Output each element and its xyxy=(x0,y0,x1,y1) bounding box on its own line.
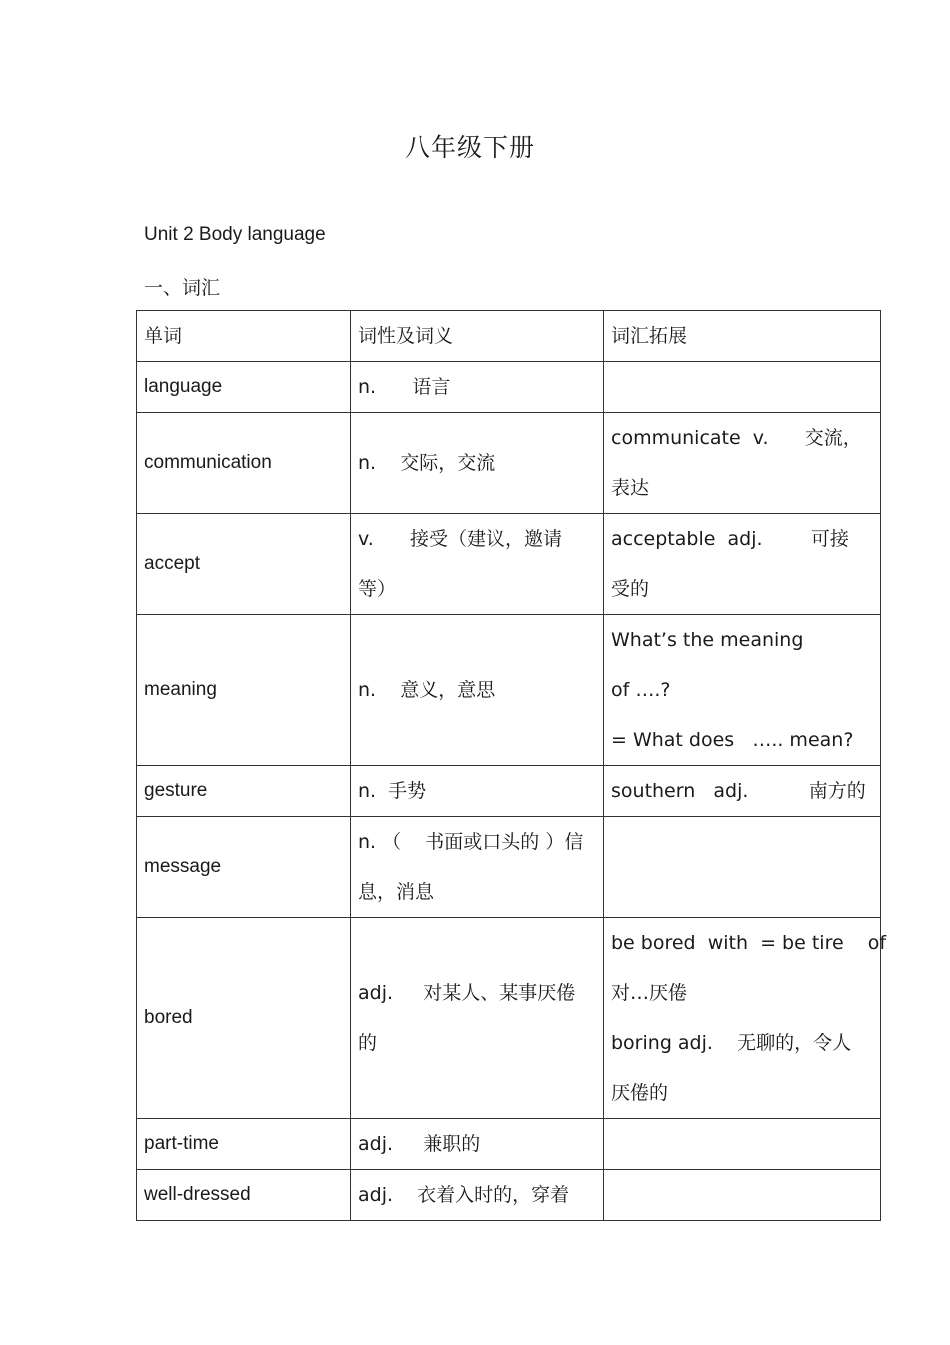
table-header-row xyxy=(137,311,881,362)
meaning-cell xyxy=(351,817,604,918)
expansion-cell xyxy=(604,514,881,615)
expansion-line: southern adj. 南方的 xyxy=(611,780,866,802)
word-cell: message xyxy=(137,817,351,918)
expansion-line: What’s the meaning xyxy=(611,629,804,651)
section-heading: 一、词汇 xyxy=(144,277,221,299)
table-row xyxy=(137,817,881,918)
meaning-line: n. 语言 xyxy=(358,376,451,398)
meaning-line: 息，消息 xyxy=(358,881,435,903)
expansion-line: 厌倦的 xyxy=(611,1082,669,1104)
expansion-cell xyxy=(604,362,881,413)
meaning-line: n. 交际，交流 xyxy=(358,452,496,474)
meaning-cell xyxy=(351,1119,604,1170)
page-title: 八年级下册 xyxy=(404,133,535,162)
column-header: 词汇拓展 xyxy=(604,311,881,362)
word-cell: accept xyxy=(137,514,351,615)
meaning-line: 等） xyxy=(358,578,397,600)
meaning-cell xyxy=(351,766,604,817)
column-header: 单词 xyxy=(137,311,351,362)
meaning-cell xyxy=(351,1170,604,1221)
meaning-cell xyxy=(351,362,604,413)
table-row xyxy=(137,918,881,1119)
expansion-line: 表达 xyxy=(611,477,650,499)
expansion-line: boring adj. 无聊的，令人 xyxy=(611,1032,852,1054)
meaning-line: adj. 兼职的 xyxy=(358,1133,481,1155)
vocabulary-table-body xyxy=(137,311,887,1221)
expansion-cell xyxy=(604,615,881,766)
meaning-cell xyxy=(351,615,604,766)
expansion-line: of ….? xyxy=(611,679,671,701)
word-cell: well-dressed xyxy=(137,1170,351,1221)
word-cell: gesture xyxy=(137,766,351,817)
expansion-cell xyxy=(604,413,881,514)
table-row xyxy=(137,413,881,514)
word-cell: part-time xyxy=(137,1119,351,1170)
table-row xyxy=(137,615,881,766)
expansion-cell xyxy=(604,1119,881,1170)
meaning-cell xyxy=(351,413,604,514)
meaning-line: adj. 衣着入时的，穿着 xyxy=(358,1184,570,1206)
word-cell: language xyxy=(137,362,351,413)
meaning-cell xyxy=(351,514,604,615)
meaning-cell xyxy=(351,918,604,1119)
vocabulary-table xyxy=(136,310,887,1221)
meaning-line: 的 xyxy=(358,1032,378,1054)
unit-heading: Unit 2 Body language xyxy=(144,224,326,245)
expansion-line: acceptable adj. 可接 xyxy=(611,528,849,550)
table-row xyxy=(137,1170,881,1221)
table-row xyxy=(137,1119,881,1170)
expansion-cell xyxy=(604,918,887,1119)
meaning-line: v. 接受（建议，邀请 xyxy=(358,528,563,550)
expansion-line: = What does ….. mean? xyxy=(611,729,854,751)
expansion-cell xyxy=(604,817,881,918)
table-row xyxy=(137,766,881,817)
meaning-line: adj. 对某人、某事厌倦 xyxy=(358,982,576,1004)
meaning-line: n. （ 书面或口头的 ）信 xyxy=(358,831,584,853)
expansion-line: be bored with = be tire of xyxy=(611,932,887,954)
word-cell: communication xyxy=(137,413,351,514)
table-row xyxy=(137,514,881,615)
expansion-cell xyxy=(604,1170,881,1221)
expansion-line: communicate v. 交流， xyxy=(611,427,862,449)
expansion-cell xyxy=(604,766,881,817)
expansion-line: 对…厌倦 xyxy=(611,982,688,1004)
column-header: 词性及词义 xyxy=(351,311,604,362)
word-cell: bored xyxy=(137,918,351,1119)
meaning-line: n. 手势 xyxy=(358,780,427,802)
meaning-line: n. 意义，意思 xyxy=(358,679,496,701)
word-cell: meaning xyxy=(137,615,351,766)
expansion-line: 受的 xyxy=(611,578,650,600)
table-row xyxy=(137,362,881,413)
